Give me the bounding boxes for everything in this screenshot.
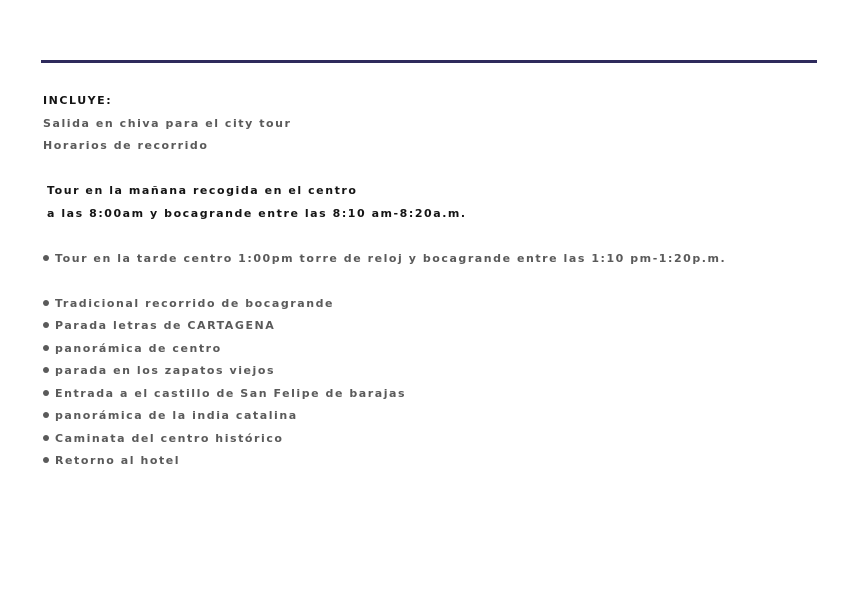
itinerary-item-text: parada en los zapatos viejos [55, 364, 276, 377]
itinerary-item-text: Entrada a el castillo de San Felipe de barajas [55, 387, 407, 400]
bullet-icon [43, 390, 49, 396]
itinerary-item-text: Caminata del centro histórico [55, 432, 284, 445]
bullet-icon [43, 322, 49, 328]
itinerary-item [43, 342, 222, 356]
itinerary-item-text: panorámica de centro [55, 342, 222, 355]
itinerary-item [43, 409, 298, 423]
bullet-icon [43, 412, 49, 418]
morning-tour-line: Tour en la mañana recogida en el centro [47, 184, 358, 197]
itinerary-item-text: Tradicional recorrido de bocagrande [55, 297, 335, 310]
header-divider [41, 60, 817, 63]
bullet-icon [43, 345, 49, 351]
itinerary-item [43, 387, 406, 401]
itinerary-item [43, 297, 334, 311]
itinerary-item-text: Retorno al hotel [55, 454, 181, 467]
bullet-icon [43, 457, 49, 463]
itinerary-item [43, 319, 275, 333]
bullet-icon [43, 435, 49, 441]
afternoon-tour-item [43, 252, 726, 266]
intro-line: Horarios de recorrido [43, 139, 209, 152]
itinerary-item-text: panorámica de la india catalina [55, 409, 298, 422]
bullet-icon [43, 300, 49, 306]
afternoon-tour-text: Tour en la tarde centro 1:00pm torre de reloj y bocagrande entre las 1:10 pm-1:20p.m. [55, 252, 727, 265]
itinerary-item [43, 432, 284, 446]
includes-heading: INCLUYE: [43, 94, 113, 107]
itinerary-item [43, 454, 180, 468]
bullet-icon [43, 255, 49, 261]
intro-line: Salida en chiva para el city tour [43, 117, 292, 130]
itinerary-item-text: Parada letras de CARTAGENA [55, 319, 276, 332]
itinerary-item [43, 364, 275, 378]
bullet-icon [43, 367, 49, 373]
morning-tour-line: a las 8:00am y bocagrande entre las 8:10 am-8:20a.m. [47, 207, 467, 220]
